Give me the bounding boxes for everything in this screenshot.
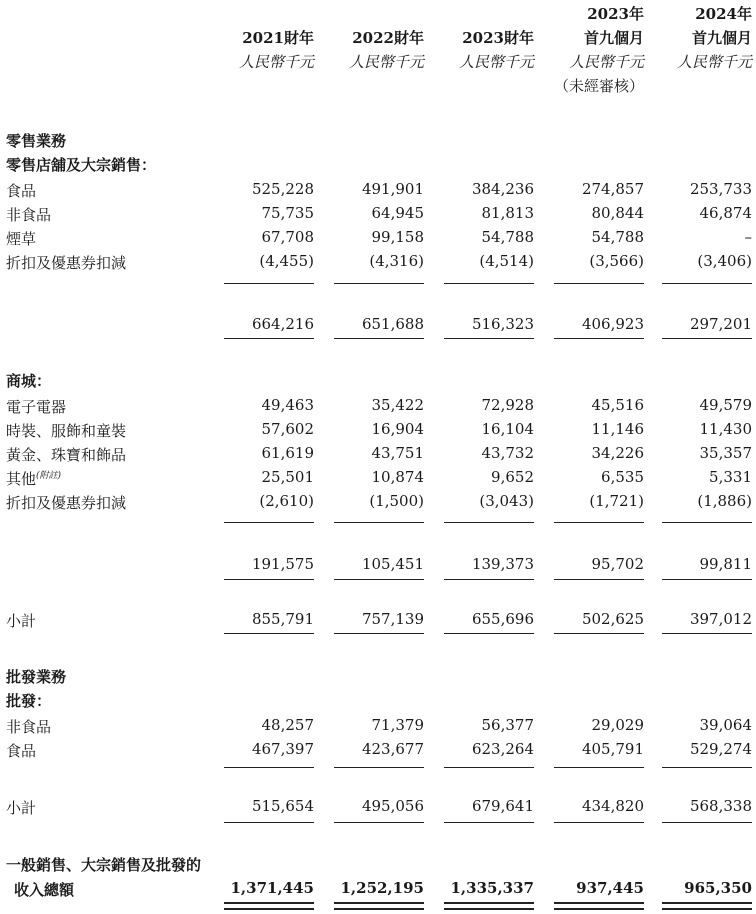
- subsection-title-stores: 零售店舖及大宗銷售：: [6, 156, 157, 174]
- underline: [444, 633, 534, 634]
- underline: [662, 283, 752, 284]
- column-period: 首九個月: [583, 29, 644, 47]
- row-value-col3: 54,788: [481, 228, 534, 246]
- store-total-col1: 664,216: [251, 315, 314, 333]
- retail-subtotal-col5: 397,012: [689, 610, 752, 628]
- underline: [334, 338, 424, 339]
- grand-total-label-line2: 收入總額: [14, 881, 75, 899]
- wholesale-subtotal-col4: 434,820: [581, 797, 644, 815]
- underline: [662, 633, 752, 634]
- row-value-col3: (4,514): [479, 252, 534, 270]
- row-value-col5: 5,331: [709, 468, 752, 486]
- underline: [444, 283, 534, 284]
- underline: [334, 579, 424, 580]
- row-value-col4: 34,226: [591, 444, 644, 462]
- underline: [224, 283, 314, 284]
- underline: [554, 579, 644, 580]
- row-value-col5: –: [744, 228, 752, 246]
- row-value-col5: 529,274: [689, 740, 752, 758]
- underline: [224, 822, 314, 823]
- column-header-2021: [239, 26, 314, 74]
- row-label: 其他$^{(附註)}$: [6, 470, 62, 488]
- wholesale-subtotal-label: 小計: [6, 799, 37, 817]
- grand-total-col1: 1,371,445: [230, 879, 314, 897]
- row-value-col3: 81,813: [481, 204, 534, 222]
- underline: [662, 767, 752, 768]
- row-label: 黃金、珠寶和飾品: [6, 446, 127, 464]
- row-value-col2: (1,500): [369, 492, 424, 510]
- column-unit: 人民幣千元: [568, 53, 644, 71]
- retail-subtotal-col1: 855,791: [251, 610, 314, 628]
- row-value-col3: 9,652: [491, 468, 534, 486]
- grand-total-col3: 1,335,337: [450, 879, 534, 897]
- row-value-col1: (2,610): [259, 492, 314, 510]
- column-unit: 人民幣千元: [348, 53, 424, 71]
- wholesale-subtotal-col1: 515,654: [251, 797, 314, 815]
- grand-total-col5: 965,350: [684, 879, 752, 897]
- wholesale-subtotal-col5: 568,338: [689, 797, 752, 815]
- underline: [444, 822, 534, 823]
- row-value-col5: (3,406): [697, 252, 752, 270]
- row-value-col3: 384,236: [471, 180, 534, 198]
- row-value-col3: 56,377: [481, 716, 534, 734]
- underline: [554, 338, 644, 339]
- column-header-2023: [459, 26, 534, 74]
- store-total-col3: 516,323: [471, 315, 534, 333]
- mall-total-col1: 191,575: [251, 555, 314, 573]
- column-header-2023-9m: [554, 2, 644, 98]
- row-value-col2: 43,751: [371, 444, 424, 462]
- mall-total-col5: 99,811: [699, 555, 752, 573]
- row-value-col2: 491,901: [361, 180, 424, 198]
- underline: [554, 822, 644, 823]
- row-value-col4: 405,791: [581, 740, 644, 758]
- grand-total-col2: 1,252,195: [340, 879, 424, 897]
- row-value-col2: 71,379: [371, 716, 424, 734]
- underline: [554, 283, 644, 284]
- row-value-col5: 46,874: [699, 204, 752, 222]
- row-value-col1: 67,708: [261, 228, 314, 246]
- underline: [334, 633, 424, 634]
- row-value-col5: 11,430: [699, 420, 752, 438]
- underline: [662, 579, 752, 580]
- row-label: 食品: [6, 182, 37, 200]
- store-total-col4: 406,923: [581, 315, 644, 333]
- column-period: 首九個月: [691, 29, 752, 47]
- subsection-title-mall: 商城：: [6, 372, 52, 390]
- row-value-col2: 423,677: [361, 740, 424, 758]
- row-label: 煙草: [6, 230, 37, 248]
- column-period: 2023財年: [462, 29, 534, 47]
- row-value-col3: 623,264: [471, 740, 534, 758]
- underline: [224, 767, 314, 768]
- column-note: （未經審核）: [553, 77, 644, 95]
- underline: [224, 633, 314, 634]
- column-period: 2022財年: [352, 29, 424, 47]
- row-label: 電子電器: [6, 398, 67, 416]
- column-unit: 人民幣千元: [458, 53, 534, 71]
- column-year: 2023年: [587, 5, 644, 23]
- column-header-2022: [349, 26, 424, 74]
- underline: [662, 338, 752, 339]
- grand-total-label-line1: 一般銷售、大宗銷售及批發的: [6, 856, 202, 874]
- row-value-col3: 43,732: [481, 444, 534, 462]
- column-year: 2024年: [695, 5, 752, 23]
- row-value-col1: 25,501: [261, 468, 314, 486]
- underline: [334, 522, 424, 523]
- row-label: 非食品: [6, 206, 52, 224]
- row-value-col5: (1,886): [697, 492, 752, 510]
- underline: [662, 822, 752, 823]
- mall-total-col2: 105,451: [361, 555, 424, 573]
- column-period: 2021財年: [242, 29, 314, 47]
- row-value-col5: 39,064: [699, 716, 752, 734]
- row-label: 折扣及優惠券扣減: [6, 494, 127, 512]
- row-label: 折扣及優惠券扣減: [6, 254, 127, 272]
- grand-total-col4: 937,445: [576, 879, 644, 897]
- double-underline: [662, 902, 752, 910]
- double-underline: [444, 902, 534, 910]
- row-label: 非食品: [6, 718, 52, 736]
- row-value-col5: 35,357: [699, 444, 752, 462]
- store-total-col2: 651,688: [361, 315, 424, 333]
- column-unit: 人民幣千元: [676, 53, 752, 71]
- retail-subtotal-label: 小計: [6, 612, 37, 630]
- row-value-col1: 48,257: [261, 716, 314, 734]
- row-value-col2: 64,945: [371, 204, 424, 222]
- section-title-wholesale: 批發業務: [6, 668, 67, 686]
- row-value-col4: 54,788: [591, 228, 644, 246]
- row-value-col4: 6,535: [601, 468, 644, 486]
- row-value-col2: 16,904: [371, 420, 424, 438]
- row-value-col5: 253,733: [689, 180, 752, 198]
- underline: [334, 283, 424, 284]
- row-value-col4: 11,146: [591, 420, 644, 438]
- row-value-col4: (3,566): [589, 252, 644, 270]
- row-value-col4: 80,844: [591, 204, 644, 222]
- wholesale-subtotal-col3: 679,641: [471, 797, 534, 815]
- retail-subtotal-col4: 502,625: [581, 610, 644, 628]
- underline: [554, 633, 644, 634]
- underline: [334, 822, 424, 823]
- underline: [444, 522, 534, 523]
- row-value-col4: 274,857: [581, 180, 644, 198]
- row-value-col1: 525,228: [251, 180, 314, 198]
- row-value-col1: 49,463: [261, 396, 314, 414]
- row-value-col4: 29,029: [591, 716, 644, 734]
- row-value-col2: 10,874: [371, 468, 424, 486]
- underline: [224, 522, 314, 523]
- row-value-col3: 72,928: [481, 396, 534, 414]
- double-underline: [554, 902, 644, 910]
- row-value-col2: 99,158: [371, 228, 424, 246]
- column-header-2024-9m: [677, 2, 752, 74]
- row-value-col3: 16,104: [481, 420, 534, 438]
- retail-subtotal-col2: 757,139: [361, 610, 424, 628]
- underline: [554, 767, 644, 768]
- underline: [554, 522, 644, 523]
- row-value-col5: 49,579: [699, 396, 752, 414]
- mall-total-col3: 139,373: [471, 555, 534, 573]
- row-value-col4: (1,721): [589, 492, 644, 510]
- row-value-col2: (4,316): [369, 252, 424, 270]
- underline: [444, 338, 534, 339]
- subsection-title-wholesale: 批發：: [6, 692, 52, 710]
- double-underline: [224, 902, 314, 910]
- row-value-col1: 57,602: [261, 420, 314, 438]
- underline: [224, 338, 314, 339]
- row-value-col2: 35,422: [371, 396, 424, 414]
- double-underline: [334, 902, 424, 910]
- column-unit: 人民幣千元: [238, 53, 314, 71]
- row-value-col1: (4,455): [259, 252, 314, 270]
- row-value-col1: 61,619: [261, 444, 314, 462]
- retail-subtotal-col3: 655,696: [471, 610, 534, 628]
- row-value-col3: (3,043): [479, 492, 534, 510]
- underline: [444, 767, 534, 768]
- row-label: 食品: [6, 742, 37, 760]
- mall-total-col4: 95,702: [591, 555, 644, 573]
- row-label: 時裝、服飾和童裝: [6, 422, 127, 440]
- row-value-col1: 467,397: [251, 740, 314, 758]
- underline: [334, 767, 424, 768]
- underline: [444, 579, 534, 580]
- footnote-marker: (附註): [36, 471, 62, 481]
- row-value-col1: 75,735: [261, 204, 314, 222]
- store-total-col5: 297,201: [689, 315, 752, 333]
- wholesale-subtotal-col2: 495,056: [361, 797, 424, 815]
- underline: [224, 579, 314, 580]
- underline: [662, 522, 752, 523]
- row-value-col4: 45,516: [591, 396, 644, 414]
- section-title-retail: 零售業務: [6, 132, 67, 150]
